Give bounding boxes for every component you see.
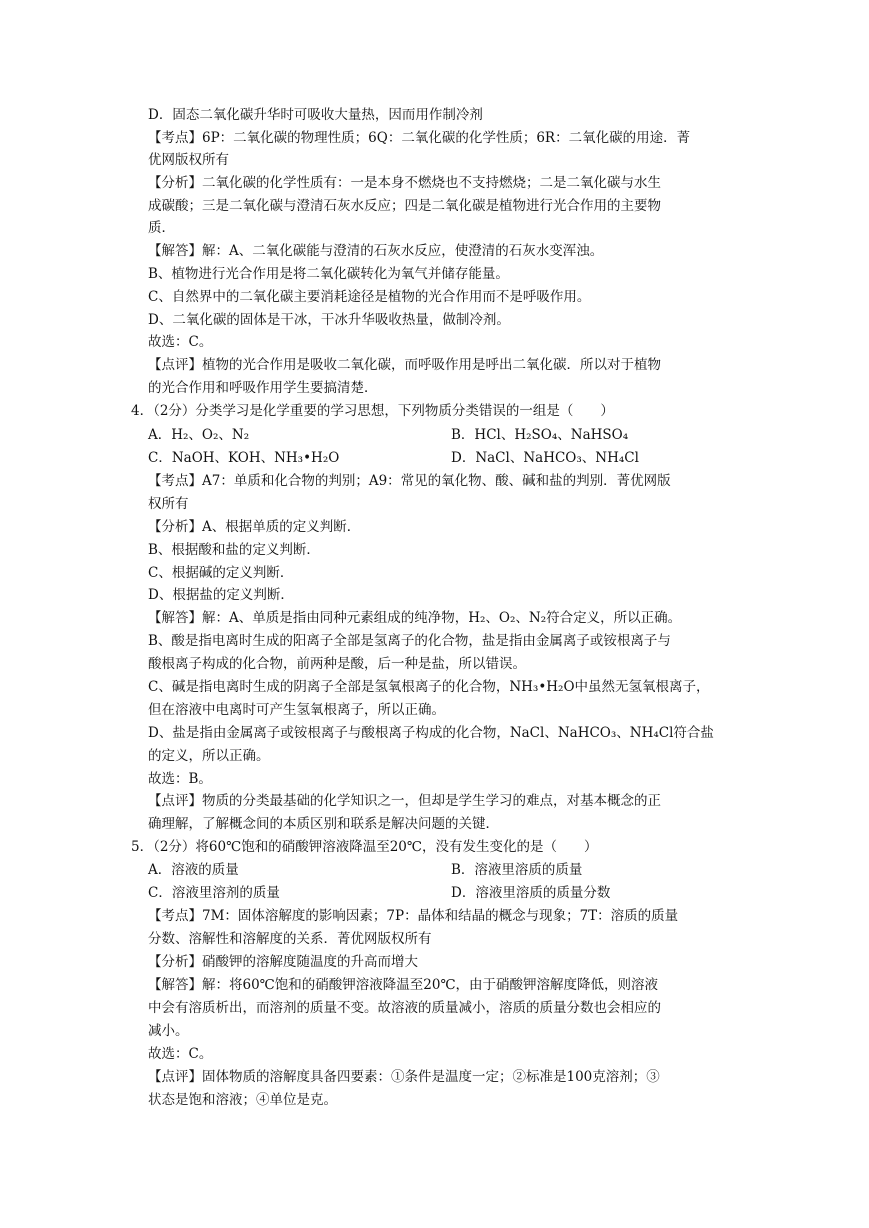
text-line: B、酸是指电离时生成的阳离子全部是氢离子的化合物，盐是指由金属离子或铵根离子与 — [148, 633, 671, 649]
text-line: 酸根离子构成的化合物，前两种是酸，后一种是盐，所以错误。 — [148, 656, 526, 672]
q4-option-c: C．NaOH、KOH、NH₃•H₂O — [148, 450, 340, 466]
text-line: 【点评】植物的光合作用是吸收二氧化碳，而呼吸作用是呼出二氧化碳．所以对于植物 — [148, 357, 661, 373]
q4-option-row — [148, 447, 748, 469]
text-line: 质． — [148, 220, 175, 236]
q4-option-b: B．HCl、H₂SO₄、NaHSO₄ — [451, 427, 629, 443]
q5-option-b: B．溶液里溶质的质量 — [451, 862, 583, 878]
q5-option-c: C．溶液里溶剂的质量 — [148, 885, 280, 901]
q5-option-row — [148, 882, 748, 904]
text-line: D、根据盐的定义判断． — [148, 587, 294, 603]
text-line: 【分析】二氧化碳的化学性质有：一是本身不燃烧也不支持燃烧；二是二氧化碳与水生 — [148, 175, 661, 191]
text-line: 【点评】固体物质的溶解度具备四要素：①条件是温度一定；②标准是100克溶剂；③ — [148, 1069, 660, 1085]
text-line: 确理解，了解概念间的本质区别和联系是解决问题的关键． — [148, 816, 499, 832]
q4-option-a: A．H₂、O₂、N₂ — [148, 427, 250, 443]
text-line: 【点评】物质的分类最基础的化学知识之一，但却是学生学习的难点，对基本概念的正 — [148, 793, 661, 809]
text-line: 的光合作用和呼吸作用学生要搞清楚． — [148, 380, 378, 396]
text-line: 【考点】6P：二氧化碳的物理性质；6Q：二氧化碳的化学性质；6R：二氧化碳的用途．菁 — [148, 130, 691, 146]
text-line: C、自然界中的二氧化碳主要消耗途径是植物的光合作用而不是呼吸作用。 — [148, 289, 591, 305]
text-line: 但在溶液中电离时可产生氢氧根离子，所以正确。 — [148, 702, 445, 718]
text-line: 【考点】7M：固体溶解度的影响因素；7P：晶体和结晶的概念与现象；7T：溶质的质量 — [148, 908, 679, 924]
q5-option-a: A．溶液的质量 — [148, 862, 239, 878]
q4-option-row — [148, 424, 748, 446]
text-line: D、盐是指由金属离子或铵根离子与酸根离子构成的化合物，NaCl、NaHCO₃、NH₄Cl符合盐 — [148, 725, 714, 741]
text-line: C、碱是指电离时生成的阴离子全部是氢氧根离子的化合物，NH₃•H₂O中虽然无氢氧根离子， — [148, 679, 710, 695]
question-4-stem: 4．（2分）分类学习是化学重要的学习思想，下列物质分类错误的一组是（ ） — [131, 403, 614, 419]
text-line: D．固态二氧化碳升华时可吸收大量热，因而用作制冷剂 — [148, 107, 483, 123]
text-line: 成碳酸；三是二氧化碳与澄清石灰水反应；四是二氧化碳是植物进行光合作用的主要物 — [148, 198, 661, 214]
text-line: B、植物进行光合作用是将二氧化碳转化为氧气并储存能量。 — [148, 266, 509, 282]
text-line: 状态是饱和溶液；④单位是克。 — [148, 1092, 337, 1108]
question-5-stem: 5．（2分）将60℃饱和的硝酸钾溶液降温至20℃，没有发生变化的是（ ） — [131, 839, 598, 855]
text-line: 【解答】解：将60℃饱和的硝酸钾溶液降温至20℃，由于硝酸钾溶解度降低，则溶液 — [148, 977, 659, 993]
text-line: 【分析】A、根据单质的定义判断． — [148, 519, 361, 535]
q5-option-row — [148, 859, 748, 881]
text-line: 【解答】解：A、二氧化碳能与澄清的石灰水反应，使澄清的石灰水变浑浊。 — [148, 243, 604, 259]
text-line: D、二氧化碳的固体是干冰，干冰升华吸收热量，做制冷剂。 — [148, 312, 510, 328]
text-line: B、根据酸和盐的定义判断． — [148, 542, 320, 558]
q4-option-d: D．NaCl、NaHCO₃、NH₄Cl — [451, 450, 639, 466]
text-line: 【考点】A7：单质和化合物的判别；A9：常见的氧化物、酸、碱和盐的判别．菁优网版 — [148, 473, 671, 489]
text-line: 优网版权所有 — [148, 152, 229, 168]
text-line: 减小。 — [148, 1023, 189, 1039]
text-line: 分数、溶解性和溶解度的关系．菁优网版权所有 — [148, 931, 432, 947]
text-line: 【分析】硝酸钾的溶解度随温度的升高而增大 — [148, 954, 418, 970]
text-line: 中会有溶质析出，而溶剂的质量不变。故溶液的质量减小，溶质的质量分数也会相应的 — [148, 1000, 661, 1016]
text-line: 故选：C。 — [148, 1046, 213, 1062]
text-line: C、根据碱的定义判断． — [148, 565, 294, 581]
text-line: 故选：C。 — [148, 334, 213, 350]
text-line: 权所有 — [148, 496, 189, 512]
text-line: 故选：B。 — [148, 771, 212, 787]
q5-option-d: D．溶液里溶质的质量分数 — [451, 885, 611, 901]
text-line: 【解答】解：A、单质是指由同种元素组成的纯净物，H₂、O₂、N₂符合定义，所以正确。 — [148, 610, 682, 626]
text-line: 的定义，所以正确。 — [148, 748, 270, 764]
